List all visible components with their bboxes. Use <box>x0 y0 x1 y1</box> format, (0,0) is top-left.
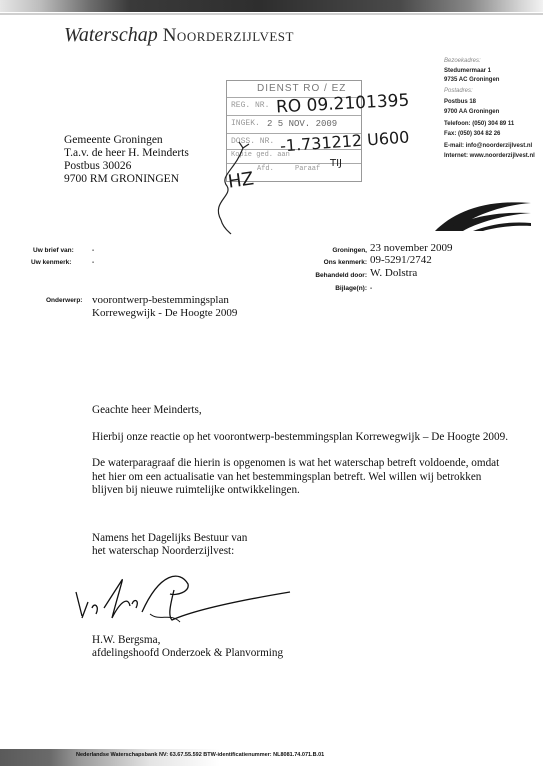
stamp-doss-label: DOSS. NR. <box>231 137 275 146</box>
logo-word-waterschap: Waterschap <box>64 24 158 46</box>
visit-city: 9735 AC Groningen <box>444 77 500 83</box>
handled-by-value: W. Dolstra <box>370 267 418 279</box>
signature-scribble <box>70 562 300 632</box>
signatory-title: afdelingshoofd Onderzoek & Planvorming <box>92 647 284 659</box>
your-letter-value: - <box>92 247 95 254</box>
recipient-line-4: 9700 RM GRONINGEN <box>64 173 179 185</box>
closing-line-1: Namens het Dagelijks Bestuur van <box>92 532 248 544</box>
website-address[interactable]: Internet: www.noorderzijlvest.nl <box>444 153 535 159</box>
letter-date: 23 november 2009 <box>370 242 453 254</box>
recipient-line-3: Postbus 30026 <box>64 160 132 172</box>
post-box: Postbus 18 <box>444 99 477 105</box>
post-city: 9700 AA Groningen <box>444 109 500 115</box>
handwritten-paraaf: TIJ <box>330 158 343 169</box>
email-address[interactable]: E-mail: info@noorderzijlvest.nl <box>444 143 533 149</box>
swoosh-logo-icon <box>433 193 533 233</box>
signatory-name: H.W. Bergsma, <box>92 634 161 646</box>
footer-bank-details: Nederlandse Waterschapsbank NV: 63.67.55.592 BTW-identificatienummer: NL8081.74.071.B.01 <box>76 752 325 758</box>
recipient-line-2: T.a.v. de heer H. Meinderts <box>64 147 189 159</box>
stamp-reg-label: REG. NR. <box>231 101 270 110</box>
body-paragraph-2: De waterparagraaf die hierin is opgenomen is wat het waterschap betreft voldoende, omdat het hier om een actualisatie van het bestemmingsplan betreft. Wel willen wij betrokken blijven bij nieuwe ruimtelijke ontwikkelingen. <box>92 457 500 496</box>
attachments-value: - <box>370 285 373 292</box>
closing-line-2: het waterschap Noorderzijlvest: <box>92 545 235 557</box>
visit-street: Stedumermaar 1 <box>444 68 492 74</box>
stamp-ingek-label: INGEK. <box>231 119 260 128</box>
attachments-label: Bijlage(n): <box>335 285 367 292</box>
your-reference-value: - <box>92 259 95 266</box>
your-letter-label: Uw brief van: <box>33 247 74 254</box>
stamp-kopie-label: Kopie ged. aan <box>231 151 290 159</box>
logo-word-noorderzijlvest: Noorderzijlvest <box>162 25 294 46</box>
salutation: Geachte heer Meinderts, <box>92 404 202 416</box>
place-label: Groningen, <box>332 247 367 254</box>
subject-label: Onderwerp: <box>46 297 83 304</box>
our-reference-value: 09-5291/2742 <box>370 254 432 266</box>
stamp-title: DIENST RO / EZ <box>257 83 347 94</box>
handled-by-label: Behandeld door: <box>315 272 367 279</box>
fax-number: Fax: (050) 304 82 26 <box>444 131 501 137</box>
visit-address-label: Bezoekadres: <box>444 58 481 64</box>
body-paragraph-1: Hierbij onze reactie op het voorontwerp-bestemmingsplan Korrewegwijk – De Hoogte 2009. <box>92 431 508 443</box>
your-reference-label: Uw kenmerk: <box>31 259 72 266</box>
subject-line-1: voorontwerp-bestemmingsplan <box>92 294 229 306</box>
recipient-line-1: Gemeente Groningen <box>64 134 163 146</box>
post-address-label: Postadres: <box>444 88 473 94</box>
top-divider <box>0 13 543 15</box>
subject-line-2: Korrewegwijk - De Hoogte 2009 <box>92 307 238 319</box>
phone-number: Telefoon: (050) 304 89 11 <box>444 121 515 127</box>
stamp-received-date: 2 5 NOV. 2009 <box>267 119 338 129</box>
handwritten-initials: HZ <box>226 168 256 193</box>
handwritten-reg-number: RO 09.2101395 <box>275 90 410 118</box>
stamp-paraaf-label: Paraaf <box>295 165 321 173</box>
handwritten-arrow <box>205 140 265 240</box>
stamp-afd-label: Afd. <box>257 165 274 173</box>
our-reference-label: Ons kenmerk: <box>323 259 367 266</box>
handwritten-dossier-number: -1.731212 U600 <box>279 127 410 156</box>
top-scan-bar <box>0 0 543 12</box>
letterhead-logo <box>64 24 294 47</box>
